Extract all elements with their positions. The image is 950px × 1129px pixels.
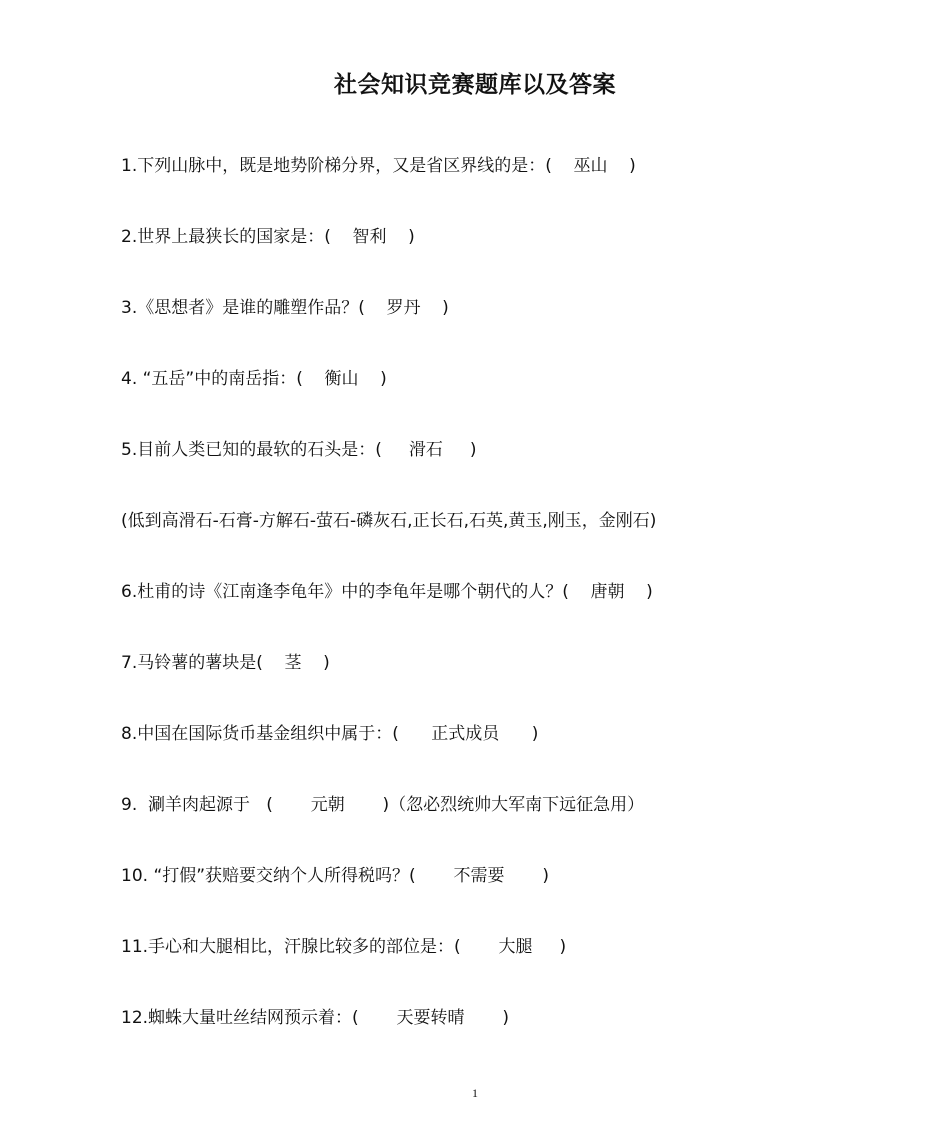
page-number: 1 xyxy=(472,1086,478,1100)
question-line: 2.世界上最狭长的国家是：( 智利 ) xyxy=(121,227,415,247)
question-line: 6.杜甫的诗《江南逢李龟年》中的李龟年是哪个朝代的人？( 唐朝 ) xyxy=(121,582,653,602)
question-list xyxy=(121,152,901,1075)
question-line: 4. “五岳”中的南岳指：( 衡山 ) xyxy=(121,369,387,389)
question-line: 1.下列山脉中，既是地势阶梯分界，又是省区界线的是：( 巫山 ) xyxy=(121,156,636,176)
document-title: 社会知识竞赛题库以及答案 xyxy=(334,72,616,98)
question-line: 9. 涮羊肉起源于 ( 元朝 )（忽必烈统帅大军南下远征急用） xyxy=(121,795,645,815)
note-line: (低到高滑石-石膏-方解石-萤石-磷灰石,正长石,石英,黄玉,刚玉，金刚石) xyxy=(121,511,657,531)
question-line: 10. “打假”获赔要交纳个人所得税吗？( 不需要 ) xyxy=(121,866,549,886)
question-line: 12.蜘蛛大量吐丝结网预示着：( 天要转晴 ) xyxy=(121,1008,509,1028)
question-line: 3.《思想者》是谁的雕塑作品？( 罗丹 ) xyxy=(121,298,449,318)
question-line: 8.中国在国际货币基金组织中属于：( 正式成员 ) xyxy=(121,724,539,744)
question-line: 5.目前人类已知的最软的石头是：( 滑石 ) xyxy=(121,440,477,460)
question-line: 7.马铃薯的薯块是( 茎 ) xyxy=(121,653,330,673)
question-line: 11.手心和大腿相比，汗腺比较多的部位是：( 大腿 ) xyxy=(121,937,567,957)
